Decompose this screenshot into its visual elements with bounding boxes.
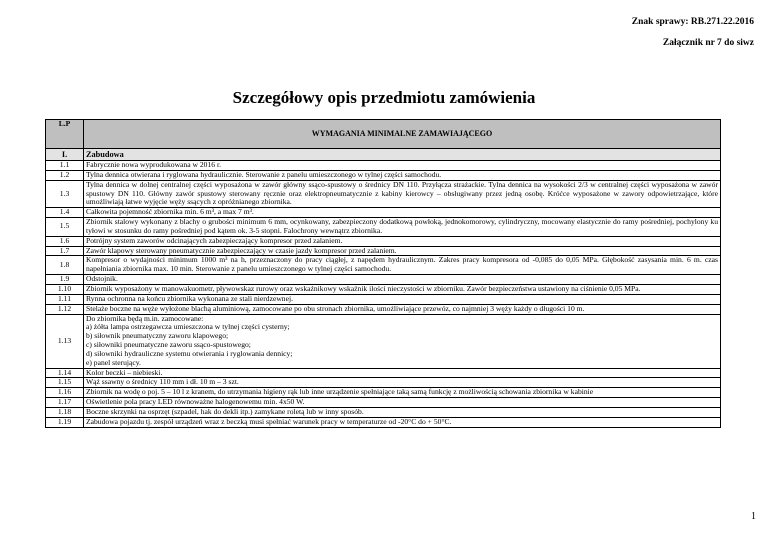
section-number: I. bbox=[46, 149, 84, 161]
table-row bbox=[46, 304, 721, 314]
row-number: 1.19 bbox=[46, 417, 84, 427]
table-row bbox=[46, 236, 721, 246]
row-number: 1.18 bbox=[46, 407, 84, 417]
section-row bbox=[46, 149, 721, 161]
description-line: Całkowita pojemność zbiornika min. 6 m³, a max 7 m³. bbox=[86, 207, 254, 217]
description-line: Zbiornik wyposażony w manowakuometr, pływowskaz rurowy oraz wskaźnikowy wskaźnik ilości nieczystości w zbiorniku. Zawór bezpieczeństwa ustawiony na ciśnienie 0,05 MPa. bbox=[86, 283, 641, 293]
description-line: d) siłowniki hydrauliczne systemu otwierania i ryglowania dennicy; bbox=[86, 348, 293, 358]
description-line: Kolor beczki – niebieski. bbox=[86, 367, 163, 377]
description-line: Boczne skrzynki na osprzęt (szpadel, hak do dekli itp.) zamykane roletą lub w inny sposób. bbox=[86, 406, 364, 416]
requirements-table bbox=[45, 119, 721, 428]
row-number: 1.13 bbox=[46, 314, 84, 368]
row-description bbox=[84, 218, 721, 237]
table-row bbox=[46, 417, 721, 427]
row-number: 1.5 bbox=[46, 218, 84, 237]
description-line: b) siłownik pneumatyczny zaworu klapowego; bbox=[86, 331, 229, 341]
row-description bbox=[84, 180, 721, 208]
row-number: 1.2 bbox=[46, 170, 84, 180]
description-line: Odstojnik. bbox=[86, 274, 118, 284]
row-description bbox=[84, 236, 721, 246]
row-number: 1.12 bbox=[46, 304, 84, 314]
description-line: Rynna ochronna na końcu zbiornika wykonana ze stali nierdzewnej. bbox=[86, 293, 293, 303]
row-description bbox=[84, 398, 721, 408]
row-description bbox=[84, 161, 721, 171]
description-line: Potrójny system zaworów odcinających zabezpieczający kompresor przed zalaniem. bbox=[86, 235, 343, 245]
page-number: 1 bbox=[751, 511, 756, 522]
description-line: a) żółta lampa ostrzegawcza umieszczona w tylnej części cysterny; bbox=[86, 322, 290, 332]
row-number: 1.7 bbox=[46, 246, 84, 256]
description-line: Wąż ssawny o średnicy 110 mm i dł. 10 m – 3 szt. bbox=[86, 377, 239, 387]
description-line: Zabudowa pojazdu tj. zespół urządzeń wraz z beczką musi spełniać warunek pracy w temperaturze od -20°C do + 50°C. bbox=[86, 416, 452, 426]
table-row bbox=[46, 161, 721, 171]
document-title: Szczegółowy opis przedmiotu zamówienia bbox=[232, 88, 536, 107]
table-row bbox=[46, 275, 721, 285]
table-row bbox=[46, 284, 721, 294]
description-line: Stelaże boczne na węże wyłożone blachą aluminiową, zamocowane po obu stronach zbiornika, umożliwiające przewóz, co najmniej 3 węży każdy o długości 10 m. bbox=[86, 303, 585, 313]
row-number: 1.16 bbox=[46, 388, 84, 398]
row-description bbox=[84, 256, 721, 275]
description-line: Tylna dennica otwierana i ryglowana hydraulicznie. Sterowanie z panelu umieszczonego w tylnej części samochodu. bbox=[86, 169, 442, 179]
row-description bbox=[84, 284, 721, 294]
section-title: Zabudowa bbox=[84, 149, 721, 161]
description-line: Zbiornik na wodę o poj. 5 – 10 l z kranem, do utrzymania higieny rąk lub inne urządzenie spełniające taką samą funkcję z możliwością schowania zbiornika w kabinie bbox=[86, 387, 594, 397]
table-row bbox=[46, 314, 721, 368]
description-line: Fabrycznie nowa wyprodukowana w 2016 r. bbox=[86, 160, 221, 169]
description-line: e) panel sterujący. bbox=[86, 357, 141, 367]
description-line: Kompresor o wydajności minimum 1000 m³ na h, przeznaczony do pracy ciągłej, z napędem hydraulicznym. Zakres pracy kompresora od -0,085 do 0,05 MPa. Głębokość zasysania min. 6 m. czas napełniania zbiornika max. 10 min. Sterowanie z panelu umieszczonego w tylnej części samochodu. bbox=[86, 255, 718, 274]
row-number: 1.6 bbox=[46, 236, 84, 246]
row-number: 1.14 bbox=[46, 368, 84, 378]
description-line: c) siłowniki pneumatyczne zaworu ssąco-spustowego; bbox=[86, 340, 251, 350]
column-header-requirements: WYMAGANIA MINIMALNE ZAMAWIAJĄCEGO bbox=[84, 120, 721, 149]
row-number: 1.17 bbox=[46, 398, 84, 408]
row-number: 1.9 bbox=[46, 275, 84, 285]
table-row bbox=[46, 407, 721, 417]
row-number: 1.10 bbox=[46, 284, 84, 294]
table-row bbox=[46, 256, 721, 275]
case-reference: Znak sprawy: RB.271.22.2016 bbox=[631, 17, 754, 27]
description-line: Zawór klapowy sterowany pneumatycznie zabezpieczający w czasie jazdy kompresor przed zalaniem. bbox=[86, 245, 397, 255]
row-description bbox=[84, 407, 721, 417]
row-description bbox=[84, 170, 721, 180]
description-line: Zbiornik stalowy wykonany z blachy o grubości minimum 6 mm, ocynkowany, zabezpieczony dodatkową powłoką, jednokomorowy, cylindryczny, mocowany elastycznie do ramy pośredniej, pochylony ku tyłowi w stosunku do ramy pośredniej pod kątem ok. 3-5 stopni. Falochrony wewnątrz zbiornika. bbox=[86, 217, 718, 235]
row-description bbox=[84, 314, 721, 368]
description-line: Oświetlenie pola pracy LED równoważne halogenowemu min. 4x50 W. bbox=[86, 397, 305, 407]
description-line: Tylna dennica w dolnej centralnej części wyposażona w zawór główny ssąco-spustowy o średnicy DN 110. Przyłącza strażackie. Tylna dennica na wysokości 2/3 w centralnej części wyposażona w zawór spustowy DN 110. Główny zawór spustowy sterowany ręcznie oraz elektropneumatycznie z kabiny kierowcy – obsługiwany przez jedną osobę. Króćce wyposażone w zawory odpowietrzające, które umożliwiają łatwe wyjęcie węży ssących z opróżnianego zbiornika. bbox=[86, 179, 718, 207]
row-description bbox=[84, 275, 721, 285]
column-header-lp: L.P bbox=[46, 120, 84, 149]
table-row bbox=[46, 218, 721, 237]
row-number: 1.4 bbox=[46, 208, 84, 218]
table-header-row bbox=[46, 120, 721, 149]
row-number: 1.11 bbox=[46, 294, 84, 304]
row-number: 1.3 bbox=[46, 180, 84, 208]
row-description bbox=[84, 304, 721, 314]
table-row bbox=[46, 398, 721, 408]
attachment-label: Załącznik nr 7 do siwz bbox=[662, 38, 754, 48]
row-number: 1.15 bbox=[46, 378, 84, 388]
table-row bbox=[46, 180, 721, 208]
row-number: 1.1 bbox=[46, 161, 84, 171]
row-description bbox=[84, 294, 721, 304]
description-line: Do zbiornika będą m.in. zamocowane: bbox=[86, 313, 204, 323]
table-row bbox=[46, 294, 721, 304]
row-description bbox=[84, 417, 721, 427]
table-row bbox=[46, 170, 721, 180]
row-number: 1.8 bbox=[46, 256, 84, 275]
